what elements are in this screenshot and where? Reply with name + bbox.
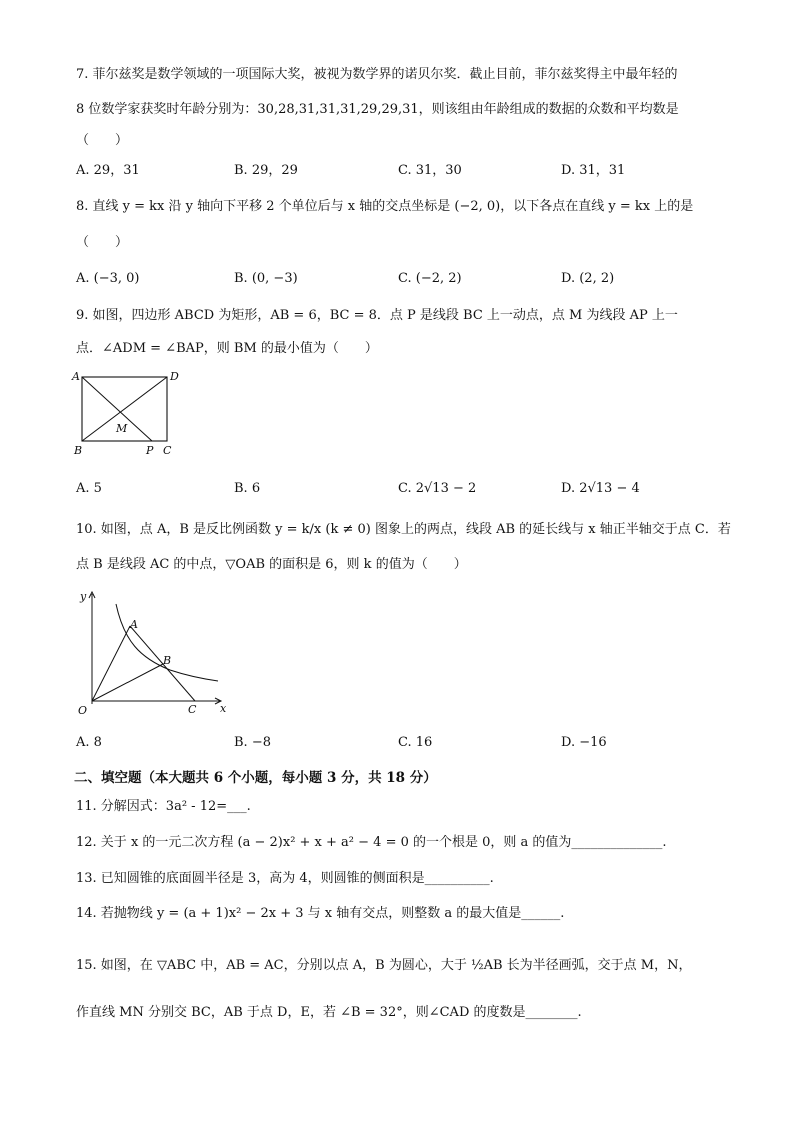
q10-hyperbola-figure — [70, 586, 240, 720]
label-x: x — [220, 702, 227, 715]
label-p: P — [146, 444, 154, 457]
q11-text: 11. 分解因式：3a² - 12=___. — [76, 799, 251, 814]
q14-text: 14. 若抛物线 y = (a + 1)x² − 2x + 3 与 x 轴有交点，则整数 a 的最大值是______. — [76, 906, 565, 921]
q8-option-c: C. (−2, 2) — [398, 271, 462, 286]
q9-option-a: A. 5 — [76, 481, 102, 496]
q7-option-c: C. 31，30 — [398, 163, 462, 178]
segment-ob — [92, 664, 163, 701]
q9-line2: 点．∠ADM = ∠BAP，则 BM 的最小值为（ ） — [76, 341, 378, 356]
q8-option-d: D. (2, 2) — [561, 271, 615, 286]
q8-paren: （ ） — [76, 235, 129, 250]
q8-option-a: A. (−3, 0) — [76, 271, 140, 286]
label-y: y — [80, 590, 87, 603]
q10-line1: 10. 如图，点 A，B 是反比例函数 y = k/x (k ≠ 0) 图象上的两点，线段 AB 的延长线与 x 轴正半轴交于点 C．若 — [76, 522, 731, 537]
q9-line1: 9. 如图，四边形 ABCD 为矩形，AB = 6，BC = 8．点 P 是线段 BC 上一动点，点 M 为线段 AP 上一 — [76, 308, 678, 323]
q10-option-a: A. 8 — [76, 735, 102, 750]
q9-option-d: D. 2√13 − 4 — [561, 481, 640, 496]
label-m: M — [116, 422, 128, 435]
q7-option-b: B. 29，29 — [234, 163, 298, 178]
q15-line1: 15. 如图，在 ▽ABC 中，AB = AC，分别以点 A，B 为圆心，大于 ½AB 长为半径画弧，交于点 M，N， — [76, 958, 692, 973]
section-2-title: 二、填空题（本大题共 6 个小题，每小题 3 分，共 18 分） — [74, 770, 437, 786]
q9-rectangle-figure — [66, 366, 190, 460]
q12-text: 12. 关于 x 的一元二次方程 (a − 2)x² + x + a² − 4 = 0 的一个根是 0，则 a 的值为______________. — [76, 835, 667, 850]
q10-option-d: D. −16 — [561, 735, 607, 750]
q7-option-a: A. 29，31 — [76, 163, 140, 178]
label-b: B — [163, 654, 172, 667]
q7-paren: （ ） — [76, 133, 129, 148]
segment-oa — [92, 626, 130, 701]
label-c: C — [163, 444, 172, 457]
q8-line1: 8. 直线 y = kx 沿 y 轴向下平移 2 个单位后与 x 轴的交点坐标是 (−2, 0)，以下各点在直线 y = kx 上的是 — [76, 199, 694, 214]
q7-line1: 7. 菲尔兹奖是数学领域的一项国际大奖，被视为数学界的诺贝尔奖．截止目前，菲尔兹奖得主中最年轻的 — [76, 67, 678, 82]
q8-option-b: B. (0, −3) — [234, 271, 298, 286]
q15-line2: 作直线 MN 分别交 BC，AB 于点 D，E，若 ∠B = 32°，则∠CAD 的度数是________. — [76, 1005, 582, 1020]
label-a: A — [72, 370, 80, 383]
label-c: C — [188, 703, 197, 716]
q10-option-b: B. −8 — [234, 735, 271, 750]
q10-option-c: C. 16 — [398, 735, 433, 750]
q7-option-d: D. 31，31 — [561, 163, 626, 178]
label-a: A — [130, 618, 138, 631]
q9-option-c: C. 2√13 − 2 — [398, 481, 477, 496]
q7-line2: 8 位数学家获奖时年龄分别为：30,28,31,31,31,29,29,31，则该组由年龄组成的数据的众数和平均数是 — [76, 102, 679, 117]
label-d: D — [170, 370, 179, 383]
q9-option-b: B. 6 — [234, 481, 261, 496]
label-o: O — [78, 704, 88, 717]
q13-text: 13. 已知圆锥的底面圆半径是 3，高为 4，则圆锥的侧面积是__________. — [76, 871, 494, 886]
label-b: B — [74, 444, 83, 457]
q10-line2: 点 B 是线段 AC 的中点，▽OAB 的面积是 6，则 k 的值为（ ） — [76, 557, 467, 572]
